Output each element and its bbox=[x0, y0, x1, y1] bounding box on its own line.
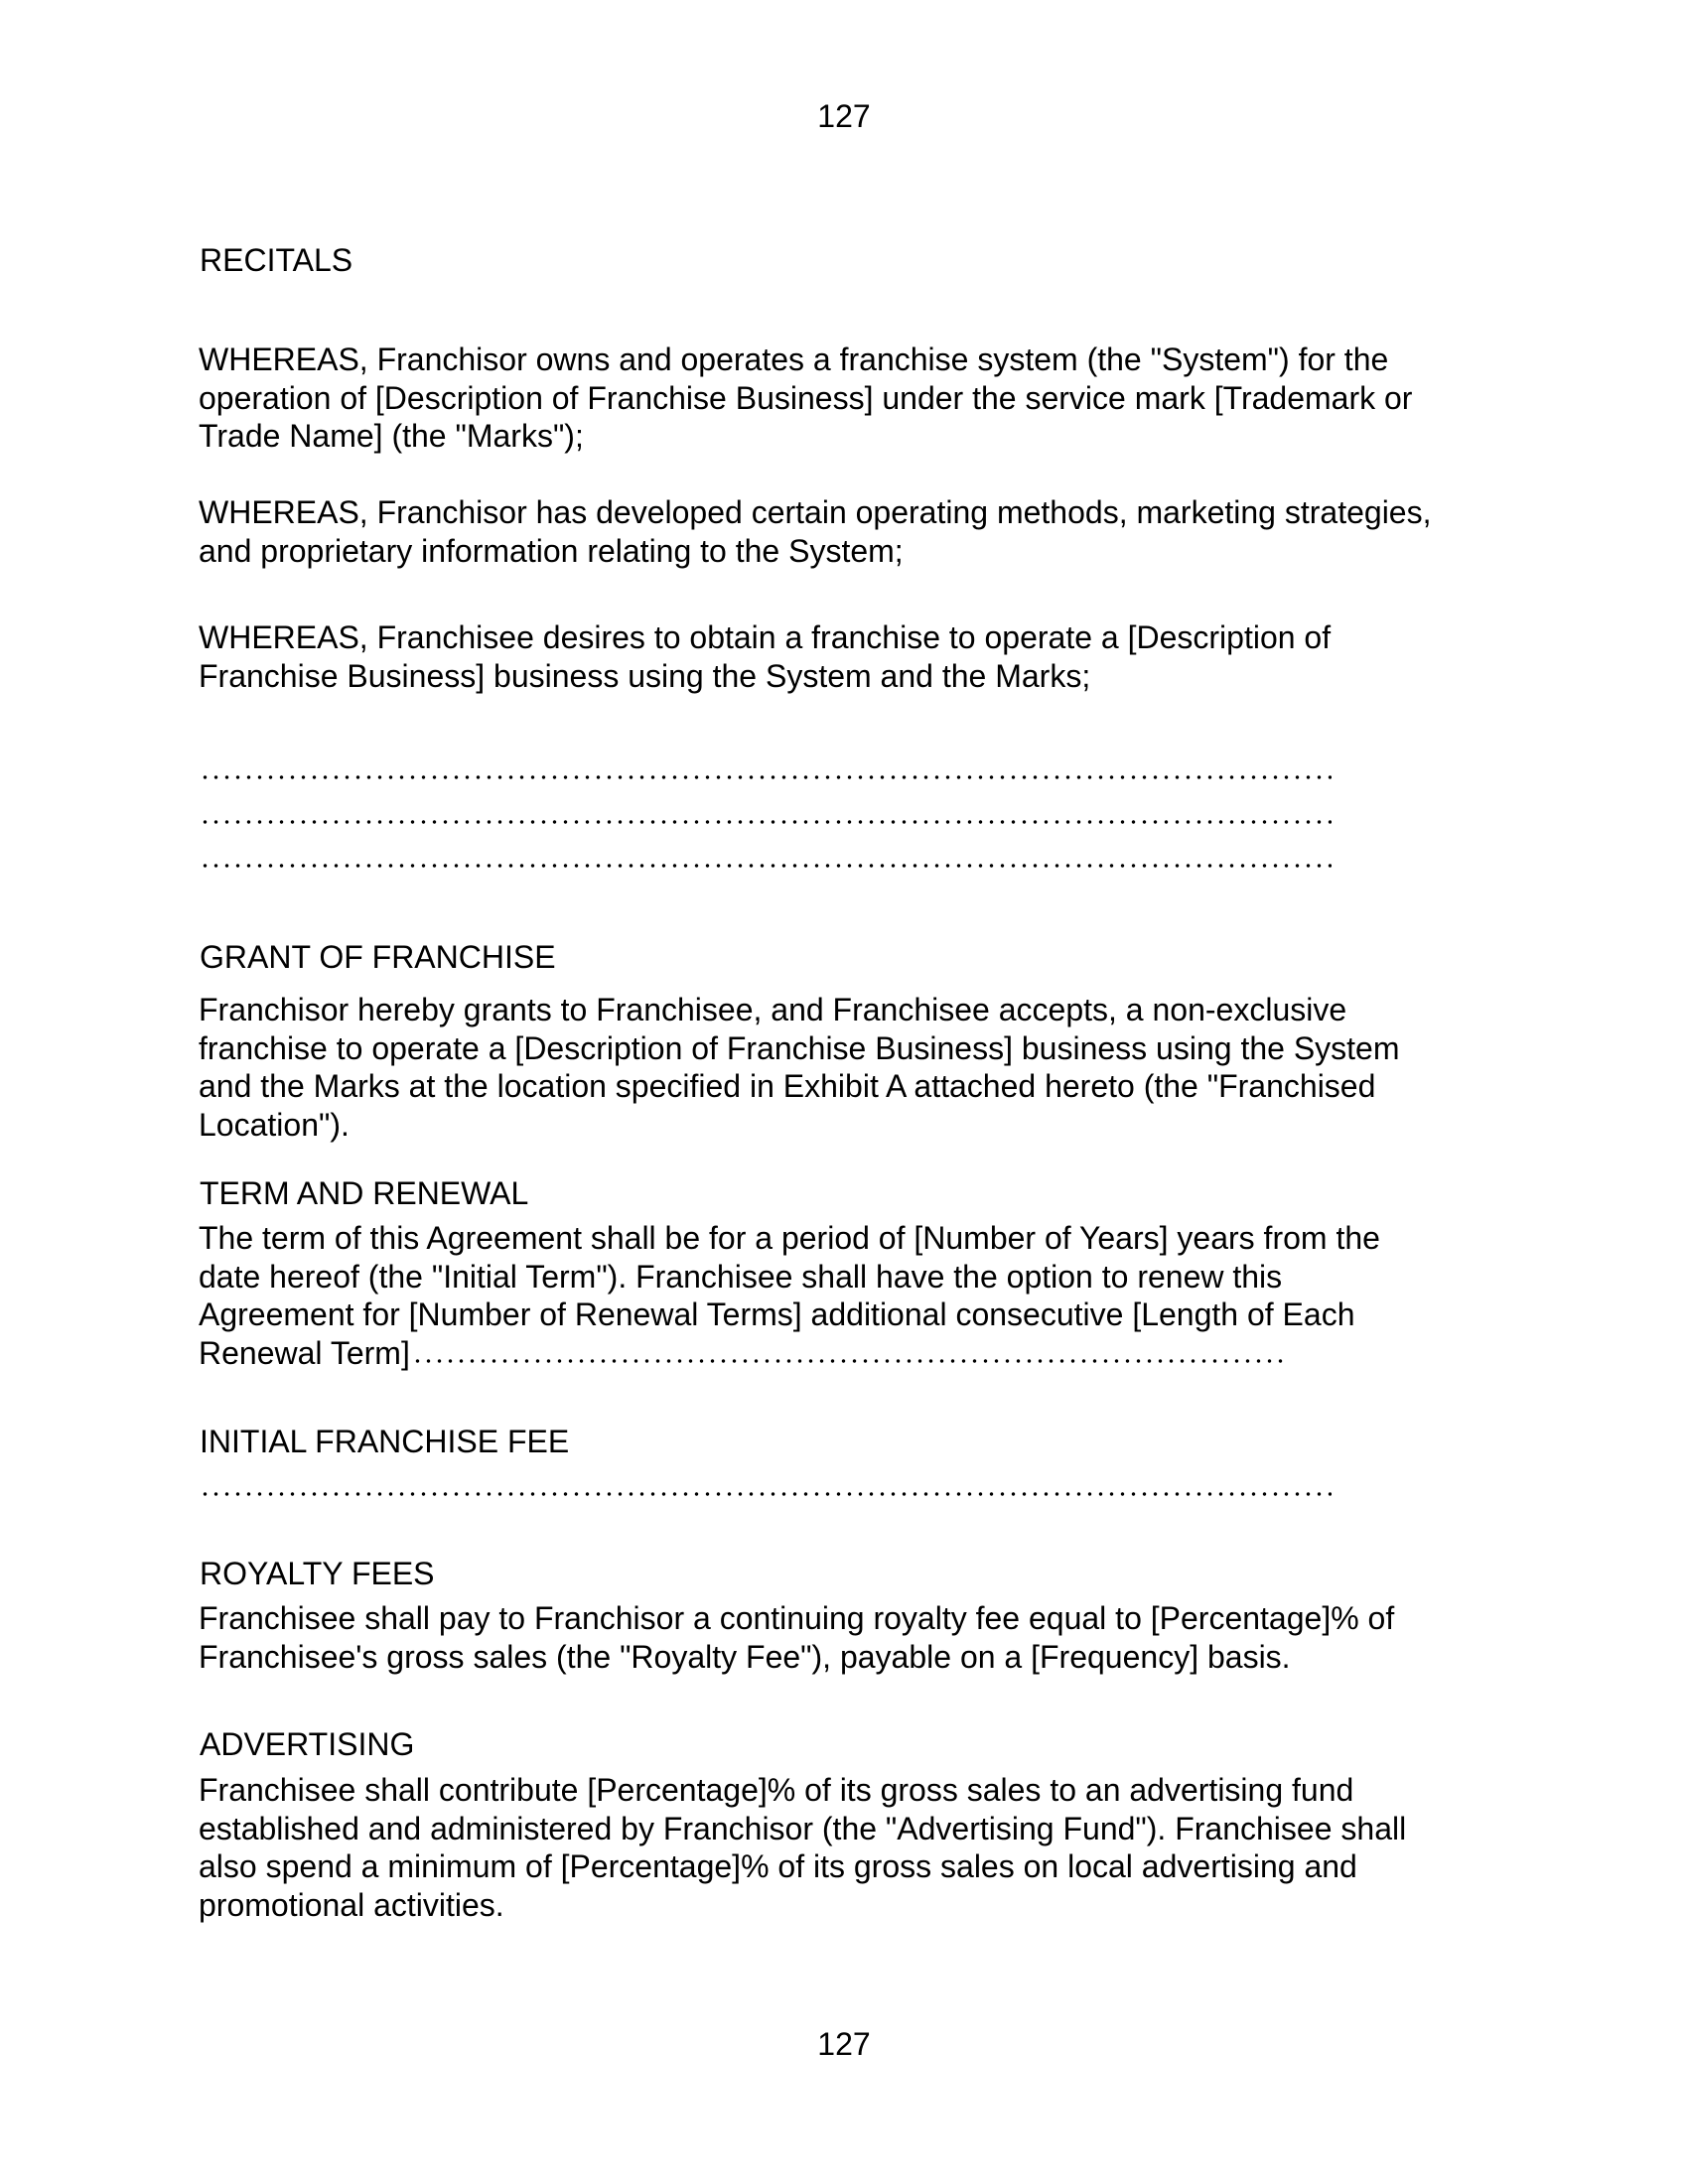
omitted-content-dots bbox=[200, 820, 1332, 824]
text-line bbox=[199, 1334, 1529, 1373]
text-line: WHEREAS, Franchisor owns and operates a franchise system (the "System") for the bbox=[199, 341, 1389, 377]
text-line: Franchisee shall contribute [Percentage]% of its gross sales to an advertising fund bbox=[199, 1772, 1354, 1808]
dotted-line bbox=[200, 1492, 1332, 1496]
text-line: promotional activities. bbox=[199, 1886, 504, 1923]
text-line: Franchise Business] business using the System and the Marks; bbox=[199, 657, 1091, 694]
advertising-body bbox=[199, 1771, 1529, 1924]
recital-paragraph-2 bbox=[199, 493, 1529, 570]
recital-paragraph-3 bbox=[199, 618, 1529, 695]
text-fragment: Renewal Term] bbox=[199, 1334, 410, 1371]
text-line: Franchisee's gross sales (the "Royalty Fee"), payable on a [Frequency] basis. bbox=[199, 1638, 1291, 1675]
text-line: date hereof (the "Initial Term"). Franchisee shall have the option to renew this bbox=[199, 1258, 1283, 1295]
grant-of-franchise-body bbox=[199, 991, 1529, 1144]
recital-paragraph-1 bbox=[199, 341, 1529, 456]
dotted-line bbox=[200, 820, 1332, 824]
term-and-renewal-heading: TERM AND RENEWAL bbox=[200, 1175, 529, 1211]
advertising-heading: ADVERTISING bbox=[200, 1726, 415, 1762]
text-line: and the Marks at the location specified in Exhibit A attached hereto (the "Franchised bbox=[199, 1068, 1376, 1104]
recitals-heading: RECITALS bbox=[200, 242, 353, 278]
text-line: WHEREAS, Franchisor has developed certain operating methods, marketing strategies, bbox=[199, 494, 1432, 530]
text-line: WHEREAS, Franchisee desires to obtain a franchise to operate a [Description of bbox=[199, 619, 1332, 655]
header-page-number: 127 bbox=[817, 98, 871, 134]
truncation-dots bbox=[412, 1359, 1283, 1363]
omitted-content-dots bbox=[200, 775, 1332, 779]
dotted-line bbox=[200, 775, 1332, 779]
text-line: established and administered by Franchisor (the "Advertising Fund"). Franchisee shall bbox=[199, 1810, 1407, 1846]
text-line: The term of this Agreement shall be for a period of [Number of Years] years from the bbox=[199, 1220, 1380, 1256]
dotted-line bbox=[200, 864, 1332, 868]
omitted-content-dots bbox=[200, 864, 1332, 868]
text-line: Franchisor hereby grants to Franchisee, and Franchisee accepts, a non-exclusive bbox=[199, 992, 1347, 1027]
term-and-renewal-body bbox=[199, 1219, 1529, 1372]
omitted-content-dots bbox=[200, 1492, 1332, 1496]
grant-of-franchise-heading: GRANT OF FRANCHISE bbox=[200, 939, 556, 975]
text-line: Trade Name] (the "Marks"); bbox=[199, 418, 584, 454]
text-line: Agreement for [Number of Renewal Terms] additional consecutive [Length of Each bbox=[199, 1297, 1355, 1332]
text-line: franchise to operate a [Description of Franchise Business] business using the System bbox=[199, 1029, 1400, 1066]
text-line: Location"). bbox=[199, 1106, 350, 1143]
initial-franchise-fee-heading: INITIAL FRANCHISE FEE bbox=[200, 1424, 570, 1459]
royalty-fees-body bbox=[199, 1599, 1529, 1676]
text-line: and proprietary information relating to the System; bbox=[199, 532, 904, 569]
text-line: operation of [Description of Franchise Business] under the service mark [Trademark or bbox=[199, 379, 1413, 416]
text-line: Franchisee shall pay to Franchisor a continuing royalty fee equal to [Percentage]% of bbox=[199, 1600, 1395, 1636]
royalty-fees-heading: ROYALTY FEES bbox=[200, 1556, 435, 1591]
footer-page-number: 127 bbox=[817, 2026, 871, 2062]
text-line: also spend a minimum of [Percentage]% of its gross sales on local advertising and bbox=[199, 1848, 1357, 1884]
